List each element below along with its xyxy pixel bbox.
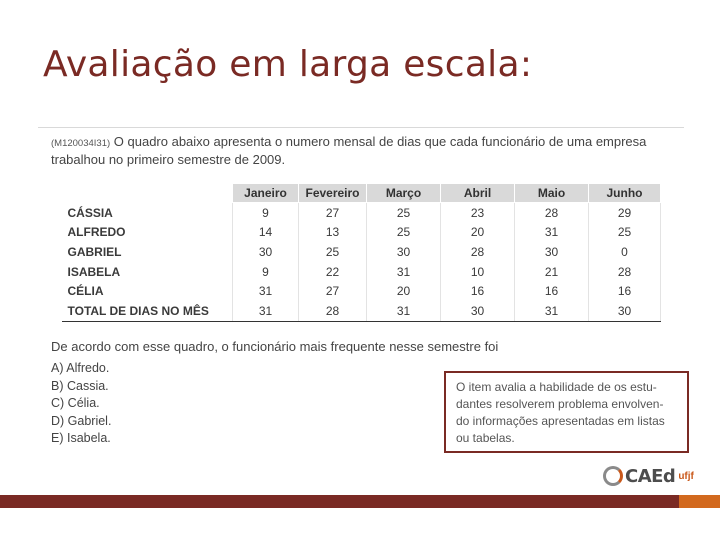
table-row bbox=[62, 242, 661, 262]
table-row bbox=[62, 203, 661, 223]
column-header: Junho bbox=[589, 184, 661, 203]
table-cell: 27 bbox=[299, 281, 367, 301]
table-cell: 9 bbox=[233, 262, 299, 282]
table-cell: 31 bbox=[367, 301, 441, 321]
table-cell: 25 bbox=[367, 223, 441, 243]
logo-mark: ufjf bbox=[678, 470, 694, 482]
column-header: Março bbox=[367, 184, 441, 203]
column-header: Abril bbox=[441, 184, 515, 203]
table-cell: 13 bbox=[299, 223, 367, 243]
option-a: A) Alfredo. bbox=[51, 361, 110, 375]
column-header: Janeiro bbox=[233, 184, 299, 203]
footer-bar bbox=[0, 495, 679, 508]
table-cell: 23 bbox=[441, 203, 515, 223]
table-cell: 30 bbox=[589, 301, 661, 321]
option-c: C) Célia. bbox=[51, 396, 100, 410]
table-cell: 22 bbox=[299, 262, 367, 282]
table-cell: 21 bbox=[515, 262, 589, 282]
logo-wordmark: CAEd bbox=[625, 465, 676, 487]
table-cell: 20 bbox=[367, 281, 441, 301]
option-d: D) Gabriel. bbox=[51, 413, 112, 428]
option-e: E) Isabela. bbox=[51, 431, 111, 445]
skill-note-box bbox=[444, 371, 689, 453]
table-cell: 30 bbox=[515, 242, 589, 262]
row-label: ALFREDO bbox=[62, 223, 233, 243]
table-cell: 28 bbox=[589, 262, 661, 282]
table-cell: 30 bbox=[441, 301, 515, 321]
footer-accent-bar bbox=[679, 495, 720, 508]
table-row bbox=[62, 262, 661, 282]
row-label: CÁSSIA bbox=[62, 203, 233, 223]
row-label: ISABELA bbox=[62, 262, 233, 282]
question-prompt: De acordo com esse quadro, o funcionário mais frequente nesse semestre foi bbox=[51, 339, 499, 354]
table-cell: 20 bbox=[441, 223, 515, 243]
table-cell: 31 bbox=[367, 262, 441, 282]
table-cell: 25 bbox=[589, 223, 661, 243]
divider-line bbox=[38, 127, 684, 128]
table-cell: 31 bbox=[233, 281, 299, 301]
question-code: (M120034I31) bbox=[51, 138, 111, 149]
table-row bbox=[62, 223, 661, 243]
row-label: TOTAL DE DIAS NO MÊS bbox=[62, 301, 233, 321]
table-cell: 31 bbox=[515, 223, 589, 243]
table-cell: 0 bbox=[589, 242, 661, 262]
table-cell: 9 bbox=[233, 203, 299, 223]
table-cell: 28 bbox=[299, 301, 367, 321]
table-cell: 30 bbox=[367, 242, 441, 262]
table-cell: 16 bbox=[441, 281, 515, 301]
data-table bbox=[61, 183, 661, 322]
table-cell: 16 bbox=[589, 281, 661, 301]
question-text bbox=[51, 134, 691, 168]
table-cell: 29 bbox=[589, 203, 661, 223]
logo-ring-icon bbox=[603, 466, 623, 486]
note-line: dantes resolverem problema envolven- bbox=[456, 397, 664, 411]
table-cell: 10 bbox=[441, 262, 515, 282]
note-line: do informações apresentadas em listas bbox=[456, 414, 665, 428]
table-cell: 30 bbox=[233, 242, 299, 262]
table-row-total bbox=[62, 301, 661, 321]
table-row bbox=[62, 281, 661, 301]
table-cell: 31 bbox=[233, 301, 299, 321]
note-line: O item avalia a habilidade de os estu- bbox=[456, 380, 657, 394]
answer-options bbox=[51, 360, 111, 448]
option-b: B) Cassia. bbox=[51, 378, 109, 393]
table-cell: 27 bbox=[299, 203, 367, 223]
table-cell: 14 bbox=[233, 223, 299, 243]
column-header: Maio bbox=[515, 184, 589, 203]
caed-logo bbox=[603, 464, 694, 488]
table-corner bbox=[62, 184, 233, 203]
table-cell: 31 bbox=[515, 301, 589, 321]
table-cell: 28 bbox=[515, 203, 589, 223]
table-cell: 25 bbox=[367, 203, 441, 223]
row-label: GABRIEL bbox=[62, 242, 233, 262]
table-cell: 25 bbox=[299, 242, 367, 262]
column-header: Fevereiro bbox=[299, 184, 367, 203]
question-statement: O quadro abaixo apresenta o numero mensal de dias que cada funcionário de uma empresa trabalhou no primeiro semestre de 2009. bbox=[51, 134, 647, 167]
slide-title: Avaliação em larga escala: bbox=[43, 44, 533, 85]
note-line: ou tabelas. bbox=[456, 431, 515, 445]
table-header-row bbox=[62, 184, 661, 203]
row-label: CÉLIA bbox=[62, 281, 233, 301]
table-cell: 16 bbox=[515, 281, 589, 301]
table-cell: 28 bbox=[441, 242, 515, 262]
